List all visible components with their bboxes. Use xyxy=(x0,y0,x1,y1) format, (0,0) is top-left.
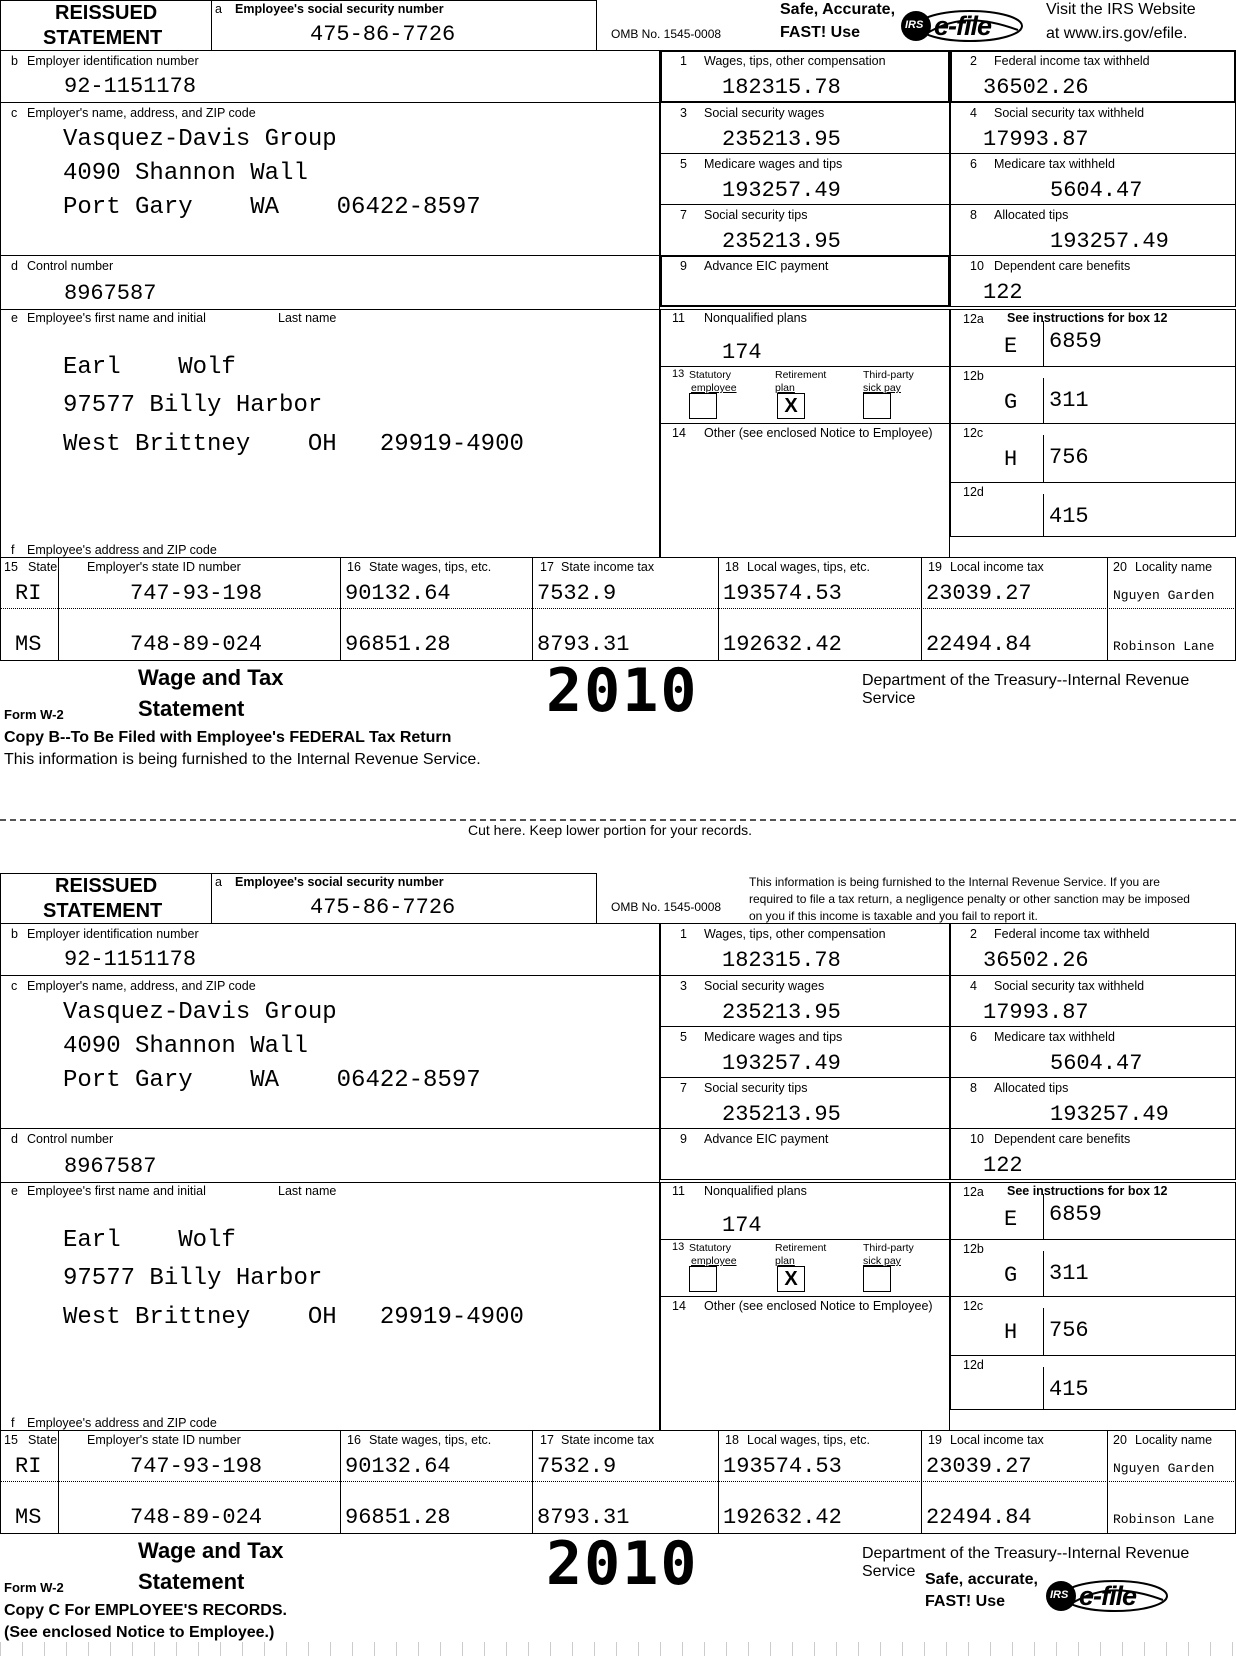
copy1-h19-label: Local income tax xyxy=(950,560,1044,574)
copy2-box1-value: 182315.78 xyxy=(722,948,841,973)
copy2-box8-number: 8 xyxy=(970,1081,977,1095)
copy2-box2-value: 36502.26 xyxy=(983,948,1089,973)
copy2-box12a-divider xyxy=(1043,1194,1044,1240)
copy2-box6-value: 5604.47 xyxy=(1050,1051,1143,1076)
copy2-h19-number: 19 xyxy=(928,1433,942,1447)
copy2-state-col-divider-2 xyxy=(340,1430,341,1534)
copy2-box3-value: 235213.95 xyxy=(722,1000,841,1025)
copy2-box13-statutory-label-2: employee xyxy=(691,1255,737,1267)
copy1-box1-number: 1 xyxy=(680,54,687,68)
copy1-dept-label: Department of the Treasury--Internal Revenue Service xyxy=(862,672,1190,707)
copy2-box10-label: Dependent care benefits xyxy=(994,1132,1131,1146)
copy1-state-col-divider-5 xyxy=(921,557,922,661)
copy2-state-row1-state: MS xyxy=(15,1505,42,1530)
copy2-box12a-number: 12a xyxy=(963,1185,984,1199)
copy1-box12d-amount: 415 xyxy=(1049,504,1089,529)
copy1-state-row0-state: RI xyxy=(15,581,42,606)
copy1-letter-f: f xyxy=(11,543,15,557)
cut-line xyxy=(0,819,1236,821)
copy1-h17-number: 17 xyxy=(540,560,554,574)
copy1-box2-value: 36502.26 xyxy=(983,75,1089,100)
copy1-ssn-value: 475-86-7726 xyxy=(310,22,456,47)
copy2-ssn-value: 475-86-7726 xyxy=(310,895,456,920)
copy1-box13-thirdparty-label-2: sick pay xyxy=(863,382,901,394)
copy2-box4-value: 17993.87 xyxy=(983,1000,1089,1025)
copy1-box12a-amount: 6859 xyxy=(1049,329,1102,354)
copy1-employer-line-1: Vasquez-Davis Group xyxy=(63,126,337,153)
copy1-box5-label: Medicare wages and tips xyxy=(704,157,843,171)
copy1-box12c-divider xyxy=(1043,435,1044,483)
copy2-box8-label: Allocated tips xyxy=(994,1081,1069,1095)
copy2-state-row1-id: 748-89-024 xyxy=(130,1505,263,1530)
copy2-box13-thirdparty-label-2: sick pay xyxy=(863,1255,901,1267)
copy2-copy-line: Copy C For EMPLOYEE'S RECORDS. xyxy=(4,1602,287,1619)
copy2-h17-label: State income tax xyxy=(561,1433,655,1447)
copy2-state-col-divider-1 xyxy=(58,1430,59,1534)
copy1-state-row1-local-wages: 192632.42 xyxy=(723,632,842,657)
copy1-h20-number: 20 xyxy=(1113,560,1127,574)
copy1-state-row0-wages: 90132.64 xyxy=(345,581,451,606)
copy2-employer-line-2: 4090 Shannon Wall xyxy=(63,1033,308,1060)
copy1-letter-d: d xyxy=(11,259,18,273)
copy1-state-col-divider-1 xyxy=(58,557,59,661)
copy2-h19-label: Local income tax xyxy=(950,1433,1044,1447)
copy2-box13-statutory-checkbox[interactable] xyxy=(689,1266,717,1292)
copy1-box4-number: 4 xyxy=(970,106,977,120)
copy1-box2-label: Federal income tax withheld xyxy=(994,54,1150,68)
copy2-box12d-divider xyxy=(1043,1367,1044,1410)
copy2-box-a-letter: a xyxy=(215,875,222,889)
copy2-box12d-number: 12d xyxy=(963,1358,984,1372)
copy2-box11-value: 174 xyxy=(722,1213,762,1238)
copy1-state-row0-id: 747-93-198 xyxy=(130,581,263,606)
copy1-box7-value: 235213.95 xyxy=(722,229,841,254)
copy2-box4-label: Social security tax withheld xyxy=(994,979,1145,993)
copy1-h19-number: 19 xyxy=(928,560,942,574)
copy2-box12b-code: G xyxy=(1004,1263,1018,1288)
copy2-employer-id-value: 92-1151178 xyxy=(64,947,197,972)
copy2-box2-number: 2 xyxy=(970,927,977,941)
copy1-employer-line-3: Port Gary WA 06422-8597 xyxy=(63,194,481,221)
copy2-state-row0-id: 747-93-198 xyxy=(130,1454,263,1479)
copy1-box13-retirement-label-2: plan xyxy=(775,382,795,394)
copy1-reissued-label-1: REISSUED xyxy=(55,2,158,24)
copy1-box9-label: Advance EIC payment xyxy=(704,259,829,273)
copy1-state-col-divider-6 xyxy=(1107,557,1108,661)
copy1-state-col-divider-4 xyxy=(718,557,719,661)
copy2-h18-label: Local wages, tips, etc. xyxy=(747,1433,870,1447)
copy1-box12a-divider xyxy=(1043,321,1044,367)
copy1-box14-number: 14 xyxy=(672,426,686,440)
copy1-box10-label: Dependent care benefits xyxy=(994,259,1131,273)
copy2-box12c-divider xyxy=(1043,1308,1044,1356)
copy2-state-row-divider xyxy=(0,1481,1236,1482)
copy2-h-state-id-label: Employer's state ID number xyxy=(87,1433,241,1447)
copy2-box12c-code: H xyxy=(1004,1320,1018,1345)
copy1-box7-label: Social security tips xyxy=(704,208,808,222)
copy1-h15-label: State xyxy=(28,560,58,574)
copy2-state-row1-wages: 96851.28 xyxy=(345,1505,451,1530)
copy2-box13-retirement-checkbox[interactable]: X xyxy=(777,1266,805,1292)
copy2-omb-number: OMB No. 1545-0008 xyxy=(611,900,722,914)
copy1-visit-line-1: Visit the IRS Website xyxy=(1046,1,1196,18)
copy1-box13-thirdparty-label-1: Third-party xyxy=(863,369,914,381)
copy2-control-label: Control number xyxy=(27,1132,114,1146)
copy2-employer-id-label: Employer identification number xyxy=(27,927,199,941)
copy1-box6-value: 5604.47 xyxy=(1050,178,1143,203)
copy1-box4-label: Social security tax withheld xyxy=(994,106,1145,120)
copy2-dept-label: Department of the Treasury--Internal Revenue Service xyxy=(862,1545,1190,1580)
copy1-box3-number: 3 xyxy=(680,106,687,120)
copy2-form-label: Form W-2 xyxy=(4,1580,64,1595)
copy1-ssn-label: Employee's social security number xyxy=(235,2,444,16)
copy2-box3-label: Social security wages xyxy=(704,979,825,993)
copy2-reissued-label-1: REISSUED xyxy=(55,875,158,897)
copy2-copy-line-2: (See enclosed Notice to Employee.) xyxy=(4,1624,275,1641)
copy1-state-row-divider xyxy=(0,608,1236,609)
copy1-box12d-number: 12d xyxy=(963,485,984,499)
copy2-employee-addr-label: Employee's address and ZIP code xyxy=(27,1416,217,1430)
copy1-box13-retirement-checkbox[interactable]: X xyxy=(777,393,805,419)
copy1-employer-id-label: Employer identification number xyxy=(27,54,199,68)
copy1-box3-value: 235213.95 xyxy=(722,127,841,152)
copy1-state-row0-local-tax: 23039.27 xyxy=(926,581,1032,606)
copy1-employee-addr-label: Employee's address and ZIP code xyxy=(27,543,217,557)
copy1-box10-value: 122 xyxy=(983,280,1023,305)
copy1-visit-line-2: at www.irs.gov/efile. xyxy=(1046,25,1188,42)
copy1-box8-label: Allocated tips xyxy=(994,208,1069,222)
copy1-last-name-label: Last name xyxy=(278,311,337,325)
copy2-box7-value: 235213.95 xyxy=(722,1102,841,1127)
copy2-state-row0-wages: 90132.64 xyxy=(345,1454,451,1479)
copy2-state-row0-locality: Nguyen Garden xyxy=(1113,1461,1215,1476)
copy1-box12a-number: 12a xyxy=(963,312,984,326)
copy2-box13-thirdparty-checkbox[interactable] xyxy=(863,1266,891,1292)
copy2-letter-b: b xyxy=(11,927,18,941)
copy2-box12b-amount: 311 xyxy=(1049,1261,1089,1286)
copy2-h18-number: 18 xyxy=(725,1433,739,1447)
copy1-state-col-divider-3 xyxy=(532,557,533,661)
copy2-employer-line-3: Port Gary WA 06422-8597 xyxy=(63,1067,481,1094)
copy2-box13-thirdparty-label-1: Third-party xyxy=(863,1242,914,1254)
copy1-form-label: Form W-2 xyxy=(4,707,64,722)
copy2-employee-line-3: West Brittney OH 29919-4900 xyxy=(63,1304,524,1331)
copy2-employee-line-2: 97577 Billy Harbor xyxy=(63,1265,323,1292)
copy1-box8-value: 193257.49 xyxy=(1050,229,1169,254)
copy1-hdr-efile-irs: IRS xyxy=(905,19,924,31)
copy1-box12d-divider xyxy=(1043,494,1044,537)
copy1-box11-value: 174 xyxy=(722,340,762,365)
copy1-h18-label: Local wages, tips, etc. xyxy=(747,560,870,574)
copy1-box7-number: 7 xyxy=(680,208,687,222)
copy2-state-row1-local-wages: 192632.42 xyxy=(723,1505,842,1530)
copy1-state-row0-locality: Nguyen Garden xyxy=(1113,588,1215,603)
copy1-title-line-1: Wage and Tax xyxy=(138,665,284,690)
copy2-state-row1-locality: Robinson Lane xyxy=(1113,1512,1215,1527)
copy1-box13-thirdparty-checkbox[interactable] xyxy=(863,393,891,419)
copy2-tax-year: 2010 xyxy=(546,1529,699,1599)
copy1-box4-value: 17993.87 xyxy=(983,127,1089,152)
copy2-box12-instructions: See instructions for box 12 xyxy=(1007,1184,1168,1198)
copy1-copy-line-2: This information is being furnished to the Internal Revenue Service. xyxy=(4,751,481,768)
copy2-state-row1-tax: 8793.31 xyxy=(537,1505,630,1530)
copy1-box13-statutory-label-1: Statutory xyxy=(689,369,732,381)
copy1-box5-number: 5 xyxy=(680,157,687,171)
copy2-box12c xyxy=(950,1296,1236,1356)
copy2-box5-value: 193257.49 xyxy=(722,1051,841,1076)
copy1-box12b-amount: 311 xyxy=(1049,388,1089,413)
copy2-box14-number: 14 xyxy=(672,1299,686,1313)
copy2-box5-number: 5 xyxy=(680,1030,687,1044)
copy2-state-col-divider-6 xyxy=(1107,1430,1108,1534)
copy1-box12c xyxy=(950,423,1236,483)
copy1-h16-number: 16 xyxy=(347,560,361,574)
copy1-state-col-divider-2 xyxy=(340,557,341,661)
copy1-box12c-code: H xyxy=(1004,447,1018,472)
copy2-box12b-divider xyxy=(1043,1251,1044,1297)
copy1-state-row1-state: MS xyxy=(15,632,42,657)
copy2-h20-label: Locality name xyxy=(1135,1433,1213,1447)
bottom-ticks xyxy=(0,1642,1236,1656)
copy1-box12b-code: G xyxy=(1004,390,1018,415)
copy1-state-row1-wages: 96851.28 xyxy=(345,632,451,657)
copy2-box11-number: 11 xyxy=(672,1184,685,1198)
copy1-box11-number: 11 xyxy=(672,311,685,325)
copy1-h17-label: State income tax xyxy=(561,560,655,574)
copy1-box3-label: Social security wages xyxy=(704,106,825,120)
copy1-omb-number: OMB No. 1545-0008 xyxy=(611,27,722,41)
copy1-h15-number: 15 xyxy=(4,560,18,574)
copy2-state-col-divider-4 xyxy=(718,1430,719,1534)
copy1-title-line-2: Statement xyxy=(138,696,245,721)
copy1-tax-year: 2010 xyxy=(546,656,699,726)
copy1-copy-line: Copy B--To Be Filed with Employee's FEDERAL Tax Return xyxy=(4,729,452,746)
copy2-letter-d: d xyxy=(11,1132,18,1146)
copy2-h15-number: 15 xyxy=(4,1433,18,1447)
copy2-box9-number: 9 xyxy=(680,1132,687,1146)
copy1-safe-accurate: Safe, Accurate, xyxy=(780,1,896,18)
copy2-letter-e: e xyxy=(11,1184,18,1198)
copy2-footer-fast: FAST! Use xyxy=(925,1593,1006,1610)
copy1-letter-c: c xyxy=(11,106,18,120)
copy1-box12a-code: E xyxy=(1004,334,1018,359)
copy2-box5-label: Medicare wages and tips xyxy=(704,1030,843,1044)
copy1-h-state-id-label: Employer's state ID number xyxy=(87,560,241,574)
copy2-box12d xyxy=(950,1355,1236,1410)
copy2-box13-number: 13 xyxy=(672,1241,685,1253)
copy2-h15-label: State xyxy=(28,1433,58,1447)
copy2-employee-line-1: Earl Wolf xyxy=(63,1227,236,1254)
copy2-box13-retirement-label-1: Retirement xyxy=(775,1242,827,1254)
copy1-employer-id-value: 92-1151178 xyxy=(64,74,197,99)
copy2-box7-label: Social security tips xyxy=(704,1081,808,1095)
copy1-state-row0-local-wages: 193574.53 xyxy=(723,581,842,606)
copy2-box14-label: Other (see enclosed Notice to Employee) xyxy=(704,1299,933,1313)
copy2-employer-line-1: Vasquez-Davis Group xyxy=(63,999,337,1026)
copy2-box4-number: 4 xyxy=(970,979,977,993)
copy2-state-row1-local-tax: 22494.84 xyxy=(926,1505,1032,1530)
copy2-box12c-number: 12c xyxy=(963,1299,984,1313)
copy1-state-row1-tax: 8793.31 xyxy=(537,632,630,657)
copy2-title-line-2: Statement xyxy=(138,1569,245,1594)
copy1-employer-name-label: Employer's name, address, and ZIP code xyxy=(27,106,256,120)
copy2-box14 xyxy=(660,1296,950,1431)
copy1-box12-instructions: See instructions for box 12 xyxy=(1007,311,1168,325)
copy1-employee-line-2: 97577 Billy Harbor xyxy=(63,392,323,419)
copy1-employer-line-2: 4090 Shannon Wall xyxy=(63,160,308,187)
copy2-state-row0-tax: 7532.9 xyxy=(537,1454,617,1479)
copy2-letter-f: f xyxy=(11,1416,15,1430)
copy1-box12d xyxy=(950,482,1236,537)
copy2-state-col-divider-5 xyxy=(921,1430,922,1534)
copy2-notice-line-3: on you if this income is taxable and you fail to report it. xyxy=(749,909,1038,923)
copy2-reissued-label-2: STATEMENT xyxy=(43,900,163,922)
copy2-notice-line-2: required to file a tax return, a negligence penalty or other sanction may be imposed xyxy=(749,892,1190,906)
copy2-box12b-number: 12b xyxy=(963,1242,984,1256)
copy1-state-row1-local-tax: 22494.84 xyxy=(926,632,1032,657)
copy2-box12a-amount: 6859 xyxy=(1049,1202,1102,1227)
copy2-last-name-label: Last name xyxy=(278,1184,337,1198)
copy2-box3-number: 3 xyxy=(680,979,687,993)
copy2-state-row0-local-tax: 23039.27 xyxy=(926,1454,1032,1479)
copy1-box13-statutory-label-2: employee xyxy=(691,382,737,394)
copy1-box11-label: Nonqualified plans xyxy=(704,311,807,325)
copy1-control-label: Control number xyxy=(27,259,114,273)
copy2-box10-number: 10 xyxy=(970,1132,984,1146)
copy1-control-value: 8967587 xyxy=(64,281,157,306)
copy1-h16-label: State wages, tips, etc. xyxy=(369,560,492,574)
copy2-letter-c: c xyxy=(11,979,18,993)
copy2-h16-label: State wages, tips, etc. xyxy=(369,1433,492,1447)
copy1-state-row1-locality: Robinson Lane xyxy=(1113,639,1215,654)
copy1-h18-number: 18 xyxy=(725,560,739,574)
copy1-box13-number: 13 xyxy=(672,368,685,380)
copy2-h20-number: 20 xyxy=(1113,1433,1127,1447)
copy2-box11-label: Nonqualified plans xyxy=(704,1184,807,1198)
copy1-box6-label: Medicare tax withheld xyxy=(994,157,1115,171)
copy1-box13-retirement-label-1: Retirement xyxy=(775,369,827,381)
copy2-h16-number: 16 xyxy=(347,1433,361,1447)
copy2-notice-line-1: This information is being furnished to the Internal Revenue Service. If you are xyxy=(749,875,1160,889)
copy1-box12c-amount: 756 xyxy=(1049,445,1089,470)
copy2-box12b xyxy=(950,1239,1236,1297)
copy1-box1-label: Wages, tips, other compensation xyxy=(704,54,886,68)
copy1-h20-label: Locality name xyxy=(1135,560,1213,574)
copy1-box6-number: 6 xyxy=(970,157,977,171)
copy2-box2-label: Federal income tax withheld xyxy=(994,927,1150,941)
copy1-box1-value: 182315.78 xyxy=(722,75,841,100)
copy1-letter-b: b xyxy=(11,54,18,68)
copy1-box12b-number: 12b xyxy=(963,369,984,383)
copy1-box10-number: 10 xyxy=(970,259,984,273)
copy2-box13-retirement-label-2: plan xyxy=(775,1255,795,1267)
copy2-box1-label: Wages, tips, other compensation xyxy=(704,927,886,941)
copy1-state-row1-id: 748-89-024 xyxy=(130,632,263,657)
copy1-employee-name-label: Employee's first name and initial xyxy=(27,311,206,325)
copy2-ssn-label: Employee's social security number xyxy=(235,875,444,889)
copy2-box12d-amount: 415 xyxy=(1049,1377,1089,1402)
copy1-box2-number: 2 xyxy=(970,54,977,68)
copy1-letter-e: e xyxy=(11,311,18,325)
copy2-box6-label: Medicare tax withheld xyxy=(994,1030,1115,1044)
copy2-h17-number: 17 xyxy=(540,1433,554,1447)
cut-here-label: Cut here. Keep lower portion for your records. xyxy=(468,822,753,838)
copy2-ftr-efile-irs: IRS xyxy=(1050,1589,1069,1601)
copy2-title-line-1: Wage and Tax xyxy=(138,1538,284,1563)
copy2-box7-number: 7 xyxy=(680,1081,687,1095)
copy1-box8-number: 8 xyxy=(970,208,977,222)
copy2-employer-name-label: Employer's name, address, and ZIP code xyxy=(27,979,256,993)
copy2-state-col-divider-3 xyxy=(532,1430,533,1534)
copy1-box5-value: 193257.49 xyxy=(722,178,841,203)
copy1-box12b-divider xyxy=(1043,378,1044,424)
copy2-state-row0-local-wages: 193574.53 xyxy=(723,1454,842,1479)
copy2-box12c-amount: 756 xyxy=(1049,1318,1089,1343)
copy2-state-row0-state: RI xyxy=(15,1454,42,1479)
copy1-box14-label: Other (see enclosed Notice to Employee) xyxy=(704,426,933,440)
copy1-employee-line-1: Earl Wolf xyxy=(63,354,236,381)
copy1-employee-line-3: West Brittney OH 29919-4900 xyxy=(63,431,524,458)
copy2-box8-value: 193257.49 xyxy=(1050,1102,1169,1127)
copy1-box14 xyxy=(660,423,950,558)
copy2-footer-safe: Safe, accurate, xyxy=(925,1571,1038,1588)
copy1-box12b xyxy=(950,366,1236,424)
copy2-box12a-code: E xyxy=(1004,1207,1018,1232)
copy2-box6-number: 6 xyxy=(970,1030,977,1044)
copy1-reissued-label-2: STATEMENT xyxy=(43,27,163,49)
copy2-box13-statutory-label-1: Statutory xyxy=(689,1242,732,1254)
copy1-hdr-efile-text: e-file xyxy=(934,11,992,41)
copy1-box12c-number: 12c xyxy=(963,426,984,440)
copy1-state-row0-tax: 7532.9 xyxy=(537,581,617,606)
copy2-employee-name-label: Employee's first name and initial xyxy=(27,1184,206,1198)
copy2-box1-number: 1 xyxy=(680,927,687,941)
copy2-ftr-efile-text: e-file xyxy=(1079,1581,1137,1611)
copy2-control-value: 8967587 xyxy=(64,1154,157,1179)
copy1-box13-statutory-checkbox[interactable] xyxy=(689,393,717,419)
copy1-box-a-letter: a xyxy=(215,2,222,16)
copy1-box9-number: 9 xyxy=(680,259,687,273)
copy2-box9-label: Advance EIC payment xyxy=(704,1132,829,1146)
copy2-box10-value: 122 xyxy=(983,1153,1023,1178)
copy1-fast-use: FAST! Use xyxy=(780,24,861,41)
